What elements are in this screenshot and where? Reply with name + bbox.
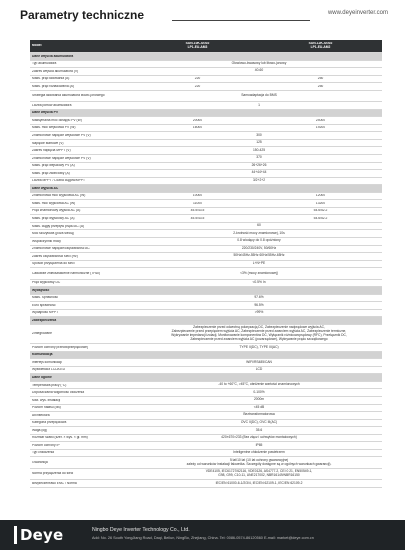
shared-value (136, 141, 382, 145)
value-line: 26+26+26 (251, 162, 267, 167)
value-line: 97.6% (254, 295, 264, 300)
shared-value (136, 104, 382, 108)
row-label: Znamionowe napięcie wejściowe PV (V) (32, 133, 91, 137)
value-line: 150-425 (252, 147, 266, 152)
spec-table (30, 40, 382, 488)
value-line: 44+44+44 (251, 170, 267, 175)
shared-value (136, 326, 382, 341)
spec-row (30, 61, 382, 69)
spec-row (30, 435, 382, 443)
shared-value (136, 413, 382, 417)
row-label: Dopuszczalna wilgotność otoczenia (32, 391, 85, 395)
row-label: Wyświetlacz LCD/LED (32, 368, 65, 372)
company-address: Add: No. 26 South YongJiang Road, Daqi, Beilun, NingBo, Zhejiang, China. Tel: 0086-0574-86120560 E-mail: market@deye.com.cn (92, 536, 314, 540)
spec-row (30, 253, 382, 261)
value-line: -40 to +60°C, >45°C, obniżenie wartości znamionowych (218, 382, 300, 387)
value-line: 1 (258, 102, 260, 107)
row-label: Bezpieczeństwo EMC / Norma (32, 481, 77, 485)
row-label: Euro sprawność (32, 303, 56, 307)
spec-row (30, 412, 382, 420)
shared-value (136, 406, 382, 410)
spec-row (30, 450, 382, 458)
spec-row (30, 193, 382, 201)
value-line: 60 (257, 223, 261, 228)
value-line: 40-60 (254, 68, 264, 73)
shared-value (136, 368, 382, 372)
row-label: Znamionowa moc wyjściowa AC (W) (32, 194, 86, 198)
spec-row (30, 302, 382, 310)
value-line: Wykrywanie impedancji izolacji, Monitorowanie komponentów DC, Wyłącznik różnicowoprądowy (RFC), Przełącznik DC, (171, 333, 347, 338)
row-label: Temperatura pracy (°C) (32, 383, 67, 387)
spec-row (30, 382, 382, 390)
value-line: zależy od warunków instalacji falownika. Szczegóły dostępne są w ogólnych warunkach gwarancji). (186, 461, 332, 466)
value-model-b: 54.6/52.2 (313, 209, 328, 213)
value-line: Zabezpieczenie przed odwrotną polaryzacją DC, Zabezpieczenie nadprądowe wyjścia AC, (193, 325, 325, 330)
model-a-line: SUN-10K-SG02 (185, 42, 210, 46)
row-label: Waga (kg) (32, 428, 48, 432)
row-label: Zintegrowane (32, 332, 52, 336)
spec-row (30, 457, 382, 468)
row-label: Zakres wejścia akumulatora (V) (32, 69, 79, 73)
row-label: Współczynnik mocy (32, 239, 61, 243)
value-line: G98, G99, C10-11, UNE217002, NBR16149/NBR16150 (218, 473, 300, 478)
shared-value (136, 262, 382, 266)
spec-row (30, 359, 382, 367)
spec-row (30, 215, 382, 223)
row-label: Zakres napięcia MPPT (V) (32, 149, 71, 153)
value-line: 420×670×233 (Bez złącz i uchwytów montażowych) (221, 435, 297, 440)
row-label: Moc szczytowa (poza siecią) (32, 232, 74, 236)
deye-logo (14, 526, 63, 544)
value-line: Ołowiowo-kwasowy lub litowo-jonowy (231, 60, 287, 65)
value-line: 2-krotność mocy znamionowej, 10s (233, 230, 285, 235)
spec-row (30, 367, 382, 375)
value-model-a: 220 (194, 84, 201, 88)
value-model-b: 250 (317, 77, 324, 81)
value-line: VDE4105, IEC61727/62116, VDE0126, AS4777.2, CEI 0 21, EN50549-1, (205, 469, 313, 474)
row-label: Napięcie startowe (V) (32, 141, 64, 145)
row-label: Maksymalna moc dostępu PV (W) (32, 118, 82, 122)
row-label: Maks. moc wejściowa PV (W) (32, 126, 76, 130)
spec-row (30, 442, 382, 450)
row-label: Typ akumulatora (32, 62, 57, 66)
value-model-a: 16000 (192, 126, 203, 130)
row-label: Sposób przyłączenia do sieci (32, 262, 75, 266)
value-line: TYPE II(DC), TYPE III(AC) (239, 344, 279, 349)
spec-row (30, 208, 382, 216)
row-label: Strategia ładowania akumulatora litowo-jonowego (32, 94, 105, 98)
section-header-row (30, 110, 382, 118)
row-label: Gwarancja (32, 460, 48, 464)
spec-row (30, 155, 382, 163)
row-label: Poziom ochrony przeciwprzepięciowej (32, 345, 88, 349)
shared-value (136, 421, 382, 425)
shared-value (136, 436, 382, 440)
row-label: Dane wejścia akumulatora (32, 54, 74, 58)
shared-value (136, 232, 382, 236)
value-line: 125 (256, 140, 262, 145)
spec-row (30, 170, 382, 178)
model-a-line: LP1-EU-AM3 (187, 45, 208, 49)
model-header-row (30, 40, 382, 53)
value-line: Beztransformatorowa (243, 412, 275, 417)
shared-value (136, 311, 382, 315)
row-label: Typ chłodzenia (32, 451, 54, 455)
value-line: 5 lat/10 lat (10 lat ochrony gwarancyjnej (229, 457, 289, 462)
shared-value (136, 254, 382, 258)
spec-row (30, 230, 382, 238)
row-label: Max. wys. instalacji (32, 398, 61, 402)
value-line: IEC/EN 61000-6-1/2/3/4, IEC/EN 62109-1, IEC/EN 62109-2 (215, 480, 303, 485)
spec-row (30, 91, 382, 102)
shared-value (136, 482, 382, 486)
shared-value (136, 224, 382, 228)
shared-value (136, 164, 382, 168)
company-name: Ningbo Deye Inverter Technology Co., Ltd. (92, 527, 190, 533)
row-label: Dane wyjścia AC (32, 186, 59, 190)
website-url: www.deyeinverter.com (327, 10, 388, 16)
value-model-b: 24000 (315, 118, 326, 122)
value-model-a: 220 (194, 77, 201, 81)
row-label: Dane wejścia PV (32, 111, 59, 115)
row-label: Poziom hałasu (dB) (32, 406, 61, 410)
shared-value (136, 383, 382, 387)
value-line: 3/2+2+2 (252, 178, 266, 183)
value-line: Samoadaptacja do BMS (241, 93, 277, 98)
row-label: Liczba MPPT / Liczba ciągów/MPPT (32, 179, 86, 183)
spec-row (30, 261, 382, 269)
value-line: Inteligentne chłodzenie powietrzem (233, 450, 285, 455)
row-label: Zabezpieczenia (32, 319, 57, 322)
spec-row (30, 200, 382, 208)
spec-row (30, 83, 382, 91)
row-label: Maks. prąd wyjściowy AC (A) (32, 217, 75, 220)
spec-row (30, 117, 382, 125)
value-line: Zabezpieczenie przed zwarciem wyjścia AC (pozarządowe), Wykrywanie prądu szczątkowego (190, 336, 328, 341)
value-line: 300 (256, 132, 262, 137)
value-line: LCD (255, 367, 263, 372)
logo-bar-icon (14, 526, 17, 544)
row-label: Rozmiar szafki (szer. × wys. × gł. mm) (32, 436, 88, 440)
value-line: WIFI/RS485/CAN (246, 359, 272, 364)
row-label: Maks. prąd zwarciowy (A) (32, 171, 70, 175)
shared-value (136, 296, 382, 300)
value-line: OVC II(DC), OVC III(AC) (240, 420, 278, 425)
spec-row (30, 76, 382, 84)
value-line: 0-100% (253, 389, 265, 394)
value-model-b: 54.6/52.2 (313, 217, 328, 220)
spec-row (30, 125, 382, 133)
section-header-row (30, 53, 382, 61)
value-model-a: 45.5/43.5 (190, 217, 205, 220)
shared-value (136, 94, 382, 98)
spec-row (30, 420, 382, 428)
shared-value (136, 391, 382, 395)
spec-row (30, 427, 382, 435)
row-label: Liczba portów akumulatora (32, 103, 72, 107)
value-line: <0.5% In (252, 280, 266, 285)
row-label: Maks. prąd rozładowania (A) (32, 84, 74, 88)
spec-row (30, 246, 382, 254)
value-model-a: 20000 (192, 118, 203, 122)
shared-value (136, 361, 382, 365)
spec-row (30, 397, 382, 405)
value-line: 35.6 (255, 427, 263, 432)
shared-value (136, 156, 382, 160)
spec-row (30, 147, 382, 155)
value-model-b: 12000 (315, 194, 326, 198)
shared-value (136, 171, 382, 175)
spec-row (30, 68, 382, 76)
model-b-line: LP1-EU-AM2 (310, 45, 331, 49)
value-line: 370 (256, 155, 262, 160)
shared-value (136, 444, 382, 448)
value-model-b: 19200 (315, 126, 326, 130)
value-model-a: 45.5/43.5 (190, 209, 205, 213)
row-label: Architektura (32, 413, 50, 417)
shared-value (136, 346, 382, 350)
row-label: Kategoria przepięciowa (32, 421, 67, 425)
model-label: Model (32, 44, 42, 48)
shared-value (136, 429, 382, 433)
section-header-row (30, 287, 382, 295)
value-line: Zabezpieczenie przed przepięciem wyjścia AC, Zabezpieczenie przed zwarciem wyjścia AC, Zabezpieczenie termiczne, (171, 329, 347, 334)
spec-rows (30, 53, 382, 488)
row-label: Maks. prąd ładowania (A) (32, 77, 70, 81)
footer (0, 520, 405, 550)
value-model-a: 10000 (192, 194, 203, 198)
spec-row (30, 405, 382, 413)
row-label: Zakres częstotliwości sieci (Hz) (32, 254, 78, 258)
value-line: IP65 (255, 442, 263, 447)
title-underline (172, 20, 310, 21)
row-label: Prąd znamionowy wyjścia AC (A) (32, 209, 81, 213)
spec-row (30, 280, 382, 288)
shared-value (136, 247, 382, 251)
shared-value (136, 459, 382, 467)
shared-value (136, 179, 382, 183)
row-label: Maks. Sprawność (32, 296, 59, 300)
row-label: Interfejs komunikacji (32, 360, 62, 364)
row-label: Maks. ciągły przepływ prądu AC (A) (32, 224, 85, 228)
section-header-row (30, 352, 382, 360)
value-model-b: 13200 (315, 201, 326, 205)
value-model-b: 250 (317, 84, 324, 88)
row-label: Znamionowe napięcie wejściowe PV (V) (32, 156, 91, 160)
model-b (259, 42, 382, 50)
section-header-row (30, 185, 382, 193)
value-model-a: 11000 (193, 201, 202, 205)
row-label: Wydajność MPPT (32, 311, 59, 315)
value-line: <3% (mocy znamionowej) (240, 270, 278, 275)
spec-row (30, 310, 382, 318)
spec-row (30, 389, 382, 397)
value-line: L+N+PE (252, 261, 266, 266)
model-a (136, 42, 259, 50)
shared-value (136, 239, 382, 243)
value-line: 50Hz/45Hz-55Hz 60Hz/55Hz-65Hz (233, 253, 285, 258)
shared-value (136, 451, 382, 455)
value-line: 0.8 wiodący do 0.8 opóźniony (237, 238, 281, 243)
spec-row (30, 480, 382, 488)
section-header-row (30, 374, 382, 382)
shared-value (136, 281, 382, 285)
model-b-line: SUN-12K-SG02 (308, 42, 333, 46)
spec-row (30, 325, 382, 344)
page-header (20, 6, 388, 28)
spec-row (30, 295, 382, 303)
row-label: Wydajność (32, 288, 50, 292)
value-line: >99% (254, 310, 264, 315)
shared-value (136, 398, 382, 402)
shared-value (136, 149, 382, 153)
row-label: Całkowite zniekształcenie harmoniczne (THDi) (32, 271, 100, 275)
value-line: 96.5% (254, 302, 264, 307)
spec-row (30, 140, 382, 148)
spec-row (30, 102, 382, 110)
shared-value (136, 62, 382, 66)
spec-row (30, 223, 382, 231)
shared-value (136, 272, 382, 276)
value-line: <45 dB (253, 404, 265, 409)
value-line: 2000m (253, 397, 265, 402)
shared-value (136, 470, 382, 478)
spec-row (30, 163, 382, 171)
row-label: Dane ogólne (32, 375, 52, 379)
spec-row (30, 132, 382, 140)
shared-value (136, 69, 382, 73)
row-label: Maks. prąd wejściowy PV (A) (32, 164, 75, 168)
shared-value (136, 134, 382, 138)
section-header-row (30, 317, 382, 325)
page-title: Parametry techniczne (20, 8, 145, 22)
spec-row (30, 344, 382, 352)
spec-row (30, 178, 382, 186)
row-label: Prąd wyjściowy DC (32, 281, 61, 285)
value-line: 220/230/240V, 50/60Hz (241, 245, 277, 250)
logo-text: Deye (20, 526, 64, 544)
spec-row (30, 268, 382, 279)
row-label: Komunikacja (32, 353, 53, 357)
row-label: Norma przyłączenia do sieci (32, 472, 74, 476)
spec-row (30, 469, 382, 480)
row-label: Maks. moc wyjściowa AC (W) (32, 201, 76, 205)
spec-row (30, 238, 382, 246)
row-label: Znamionowe napięcie/częstotliwość AC (32, 247, 90, 251)
shared-value (136, 304, 382, 308)
row-label: Poziom ochrony IP (32, 443, 60, 447)
